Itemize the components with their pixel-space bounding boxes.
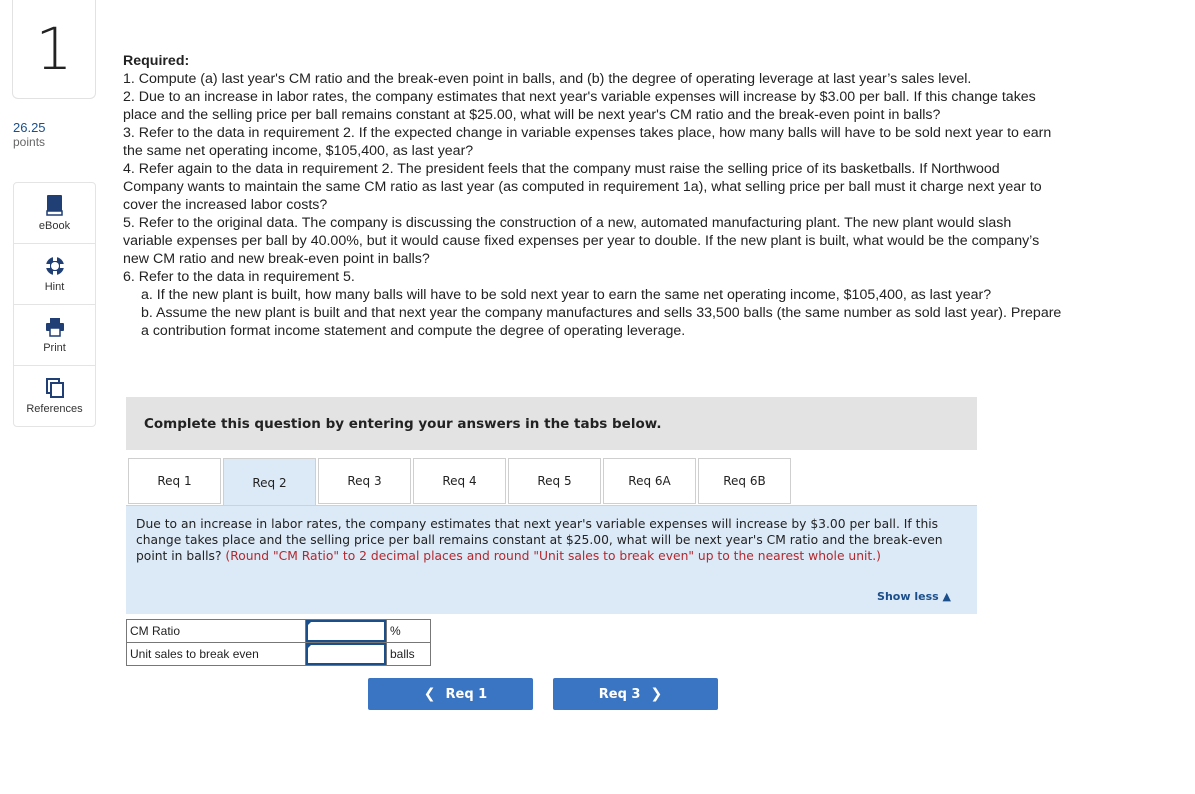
question-panel (126, 505, 977, 614)
references-icon (44, 377, 66, 399)
break-even-cell (306, 643, 387, 666)
requirement-3: 3. Refer to the data in requirement 2. If the expected change in variable expenses takes place, how many balls will have to be sold next year to earn the same net operating income, $105,400, as last year? (123, 125, 1052, 159)
tab-req-6a[interactable]: Req 6A (603, 458, 696, 504)
requirement-6a: a. If the new plant is built, how many balls will have to be sold next year to earn the same net operating income, $105,400, as last year? (141, 287, 992, 303)
lifebuoy-icon (44, 255, 66, 277)
break-even-label: Unit sales to break even (127, 643, 306, 666)
tab-bar (128, 458, 793, 506)
tools-panel (13, 182, 96, 427)
requirement-1: 1. Compute (a) last year's CM ratio and the break-even point in balls, and (b) the degree of operating leverage at last year’s sales level. (123, 71, 972, 87)
banner-text: Complete this question by entering your answers in the tabs below. (144, 415, 662, 432)
break-even-input[interactable] (306, 643, 386, 665)
cm-ratio-unit: % (387, 620, 431, 643)
next-req-label: Req 3 (598, 686, 641, 702)
cm-ratio-cell (306, 620, 387, 643)
chevron-right-icon: ❯ (650, 686, 663, 702)
instructions-banner (126, 397, 977, 450)
show-less-link[interactable] (877, 590, 951, 603)
hint-button[interactable] (14, 244, 95, 305)
tab-req-1[interactable]: Req 1 (128, 458, 221, 504)
prev-req-button[interactable] (368, 678, 533, 710)
question-body: Due to an increase in labor rates, the company estimates that next year's variable expenses will increase by $3.00 per ball. If this change takes place and the selling price per ball remains constant at $25.00, what will be next year's CM ratio and the break-even point in balls? (136, 517, 943, 563)
next-req-button[interactable] (553, 678, 718, 710)
points-label: points (13, 135, 46, 149)
points-display (13, 120, 46, 150)
answer-row-cm-ratio (127, 620, 431, 643)
requirement-2: 2. Due to an increase in labor rates, the company estimates that next year's variable expenses will increase by $3.00 per ball. If this change takes place and the selling price per ball remains constant at $25.00, what will be next year's CM ratio and the break-even point in balls? (123, 89, 1036, 123)
tab-req-6b[interactable]: Req 6B (698, 458, 791, 504)
answer-row-break-even (127, 643, 431, 666)
ebook-label: eBook (38, 220, 71, 232)
print-label: Print (43, 342, 66, 354)
required-heading: Required: (123, 53, 190, 69)
tab-req-2[interactable]: Req 2 (223, 458, 316, 507)
book-icon (45, 194, 65, 216)
triangle-up-icon: ▲ (942, 590, 951, 603)
requirement-6b: b. Assume the new plant is built and that next year the company manufactures and sells 33,500 balls (the same number as sold last year). Prepare a contribution format income statement and compute the degree of operating leverage. (141, 305, 1062, 339)
ebook-button[interactable] (14, 183, 95, 244)
question-text (136, 516, 968, 564)
tab-req-3[interactable]: Req 3 (318, 458, 411, 504)
tab-req-5[interactable]: Req 5 (508, 458, 601, 504)
references-button[interactable] (14, 366, 95, 426)
requirements-text (123, 52, 1063, 340)
requirement-4: 4. Refer again to the data in requirement 2. The president feels that the company must raise the selling price of its basketballs. If Northwood Company wants to maintain the same CM ratio as last year (as computed in requirement 1a), what selling price per ball must it charge next year to cover the increased labor costs? (123, 161, 1042, 213)
print-button[interactable] (14, 305, 95, 366)
cm-ratio-input[interactable] (306, 620, 386, 642)
references-label: References (26, 403, 83, 415)
tab-req-4[interactable]: Req 4 (413, 458, 506, 504)
break-even-unit: balls (387, 643, 431, 666)
cm-ratio-label: CM Ratio (127, 620, 306, 643)
hint-label: Hint (44, 281, 65, 293)
answer-table (126, 619, 431, 666)
rounding-instruction: (Round "CM Ratio" to 2 decimal places and round "Unit sales to break even" up to the nearest whole unit.) (225, 549, 881, 563)
question-number: 1 (12, 0, 96, 99)
printer-icon (44, 316, 66, 338)
requirement-5: 5. Refer to the original data. The company is discussing the construction of a new, automated manufacturing plant. The new plant would slash variable expenses per ball by 40.00%, but it would cause fixed expenses per year to double. If the new plant is built, what would be the company’s new CM ratio and new break-even point in balls? (123, 215, 1040, 267)
points-value: 26.25 (13, 120, 46, 135)
chevron-left-icon: ❮ (423, 686, 436, 702)
show-less-label: Show less (877, 590, 939, 603)
prev-req-label: Req 1 (445, 686, 488, 702)
requirement-6: 6. Refer to the data in requirement 5. (123, 269, 355, 285)
